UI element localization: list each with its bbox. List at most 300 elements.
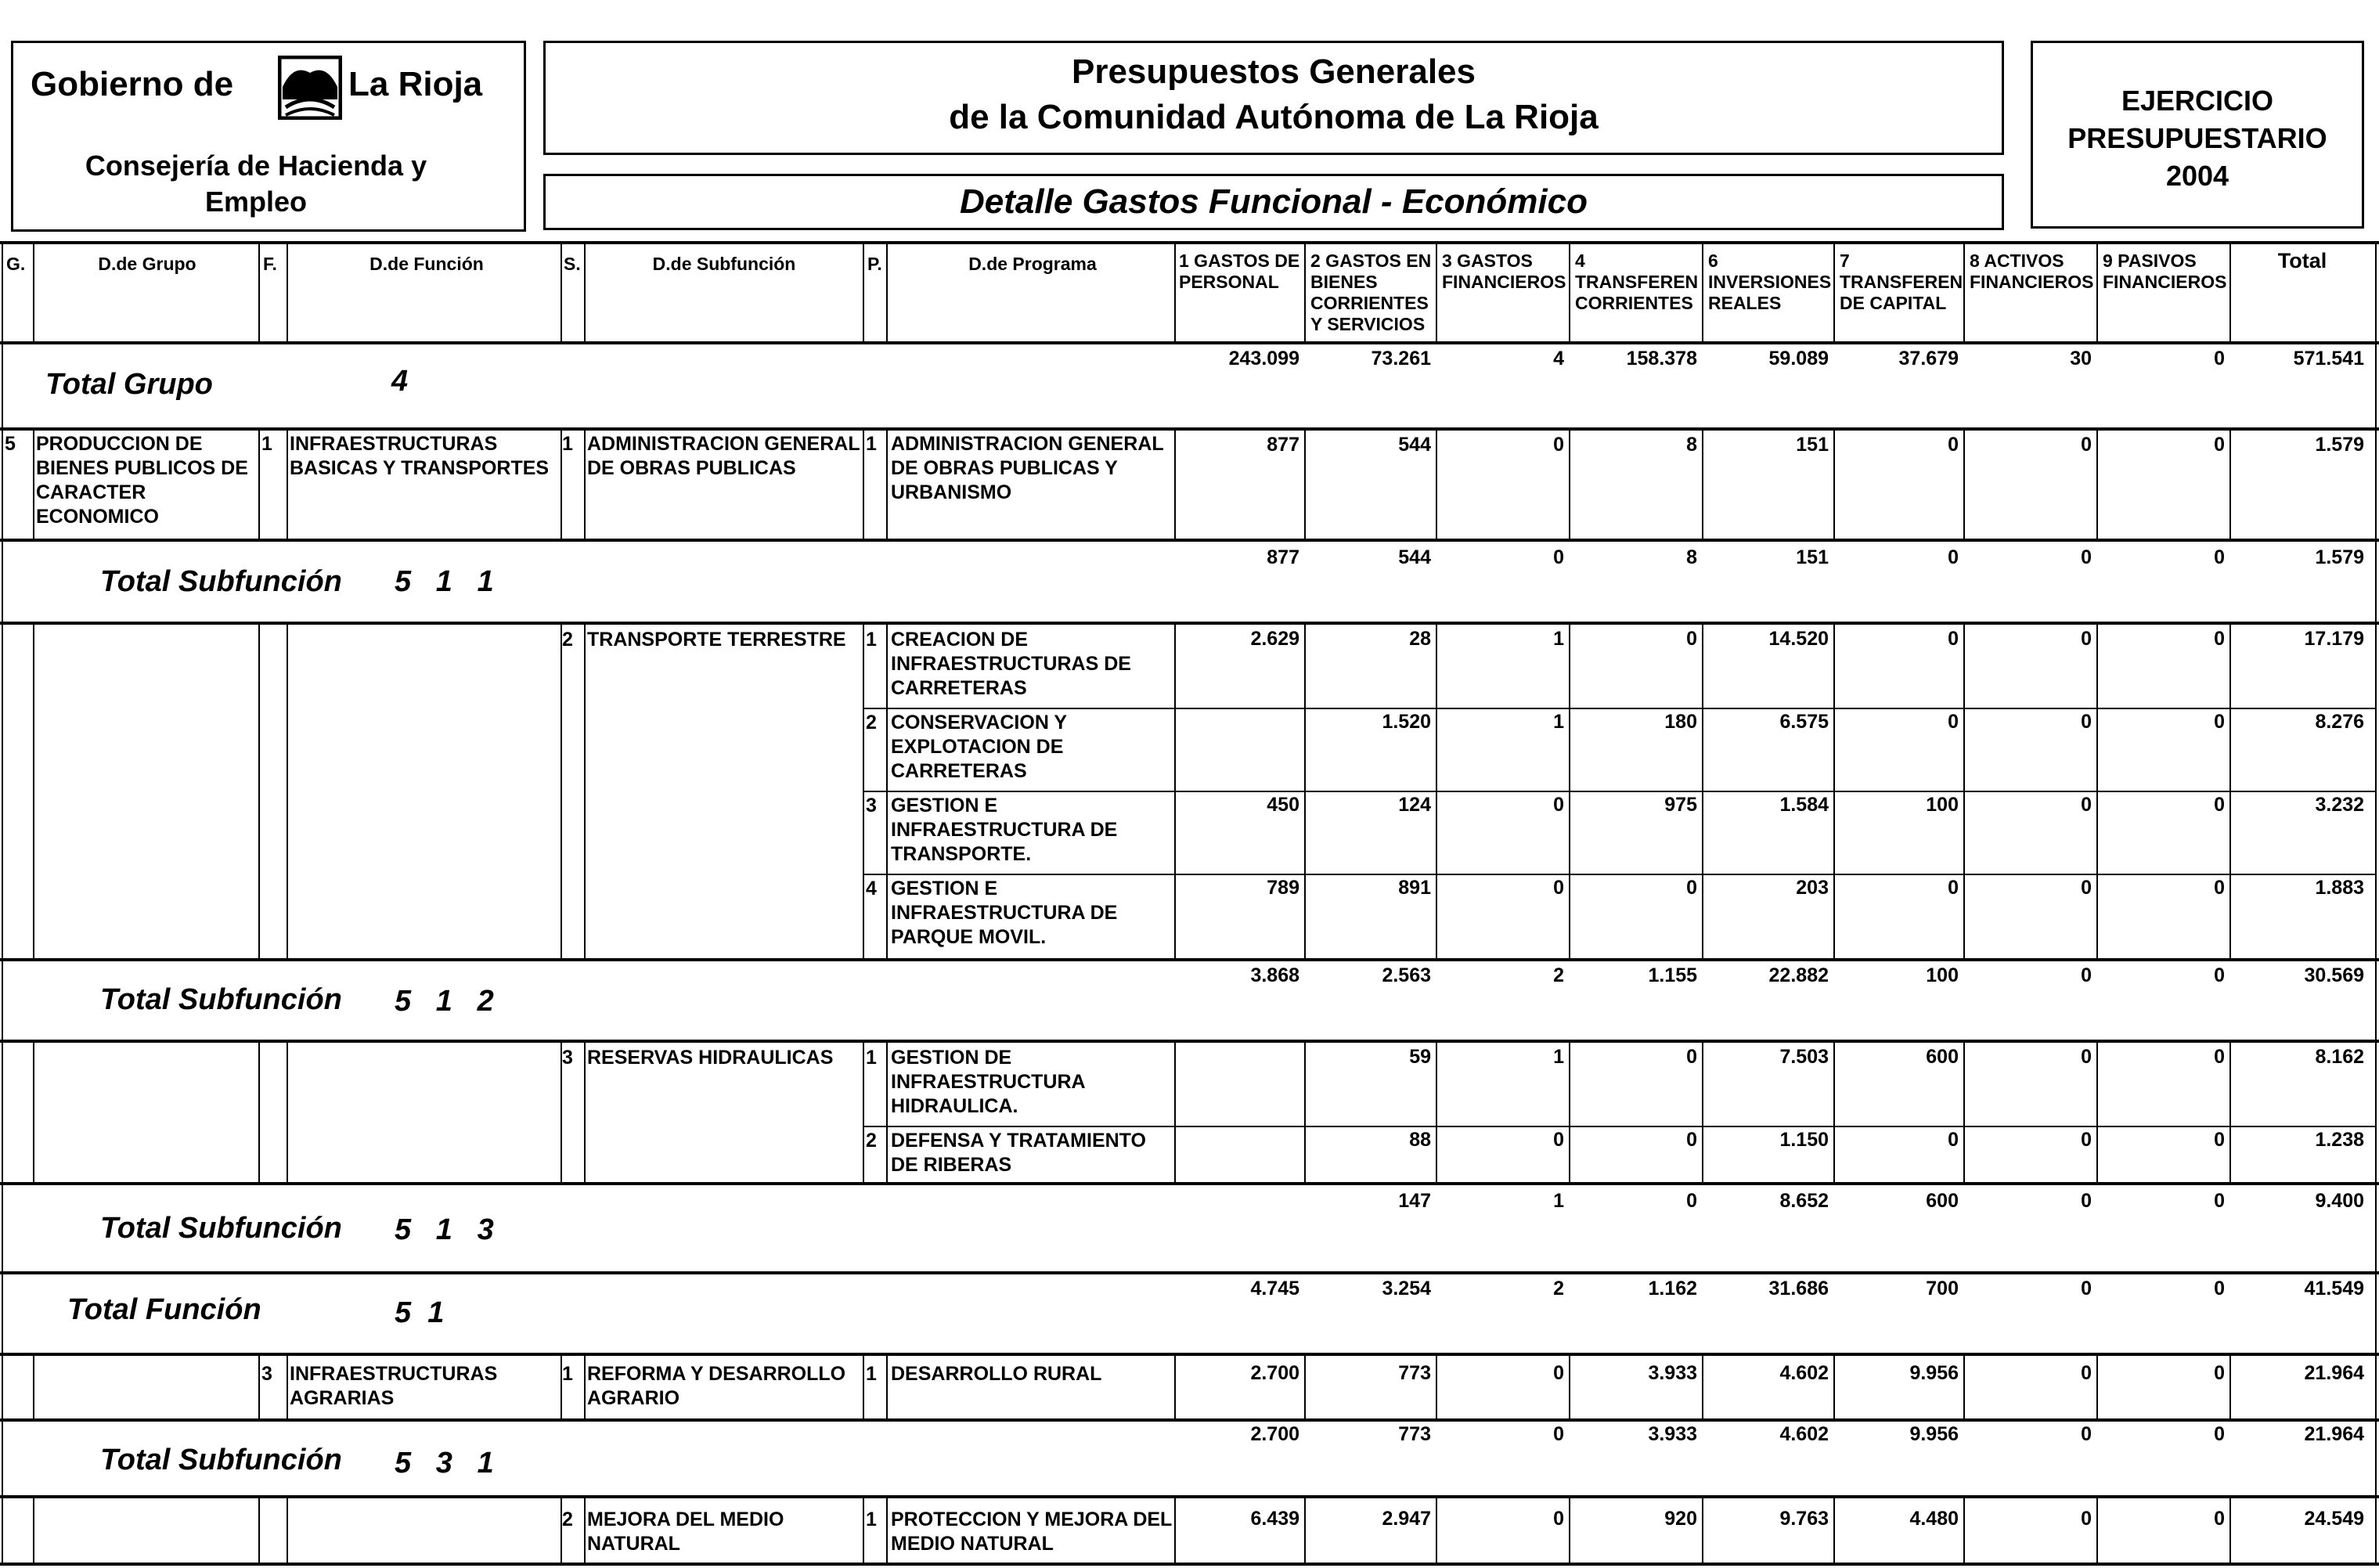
- table-rule: [1436, 427, 1437, 539]
- table-rule: [584, 1495, 586, 1563]
- total-grupo-amount: 4: [1553, 348, 1564, 369]
- table-rule: [258, 622, 260, 958]
- table-rule: [33, 622, 34, 958]
- total-subfuncion-512-code: 5 1 2: [395, 985, 494, 1018]
- programa-name: DEFENSA Y TRATAMIENTO DE RIBERAS: [891, 1130, 1146, 1176]
- table-rule: [33, 427, 34, 539]
- table-rule: [863, 874, 2375, 875]
- prog-512-2-amount: 1: [1553, 711, 1564, 733]
- tot-f51-amount: 1.162: [1648, 1278, 1697, 1299]
- org-name-region: La Rioja: [348, 65, 483, 103]
- prog-531-1-amount: 4.602: [1779, 1362, 1829, 1384]
- table-rule: [1569, 427, 1570, 539]
- organization-box: [11, 41, 526, 232]
- table-rule: [0, 1353, 2379, 1356]
- programa-code: 1: [866, 1509, 877, 1530]
- table-rule: [1833, 427, 1835, 539]
- table-rule: [33, 1495, 34, 1563]
- total-grupo-amount: 571.541: [2293, 348, 2364, 369]
- total-grupo-amount: 30: [2070, 348, 2092, 369]
- total-subfuncion-531-code: 5 3 1: [395, 1447, 494, 1480]
- table-rule: [33, 1353, 34, 1418]
- total-funcion-51-code: 5 1: [395, 1296, 445, 1329]
- col-transferencias-capital: 7 TRANSFEREN DE CAPITAL: [1840, 251, 1963, 313]
- prog-532-1-amount: 0: [2081, 1508, 2092, 1530]
- total-grupo-amount: 37.679: [1898, 348, 1959, 369]
- tot-531-amount: 0: [1553, 1423, 1564, 1445]
- programa-name: GESTION E INFRAESTRUCTURA DE TRANSPORTE.: [891, 795, 1118, 865]
- table-rule: [1304, 1040, 1306, 1182]
- table-rule: [863, 708, 2375, 709]
- prog-512-4-amount: 1.883: [2315, 877, 2364, 899]
- prog-531-1-amount: 0: [2081, 1362, 2092, 1384]
- tot-f51-amount: 700: [1926, 1278, 1959, 1299]
- table-rule: [0, 427, 2379, 431]
- presupuestario-label: PRESUPUESTARIO: [2067, 122, 2327, 154]
- prog-511-1-amount: 8: [1686, 434, 1697, 456]
- tot-513-amount: 0: [2214, 1190, 2225, 1212]
- col-p: P.: [867, 254, 882, 274]
- subfuncion-name: MEJORA DEL MEDIO NATURAL: [587, 1509, 784, 1555]
- col-f: F.: [263, 254, 277, 274]
- fiscal-year-box: [2031, 41, 2364, 229]
- prog-531-1-amount: 21.964: [2304, 1362, 2364, 1384]
- table-rule: [1569, 1040, 1570, 1182]
- prog-531-1-amount: 9.956: [1909, 1362, 1959, 1384]
- table-rule: [287, 1495, 288, 1563]
- prog-531-1-amount: 0: [1553, 1362, 1564, 1384]
- tot-512-amount: 0: [2081, 964, 2092, 986]
- prog-513-1-amount: 0: [1686, 1046, 1697, 1068]
- grupo-code: 5: [5, 433, 16, 455]
- prog-532-1-amount: 0: [2214, 1508, 2225, 1530]
- table-rule: [2096, 1040, 2098, 1182]
- table-rule: [1702, 1495, 1703, 1563]
- table-rule: [258, 241, 260, 341]
- prog-512-1-amount: 0: [1948, 628, 1959, 650]
- col-s: S.: [564, 254, 581, 274]
- col-gastos-financieros: 3 GASTOS FINANCIEROS: [1442, 251, 1566, 292]
- table-rule: [1702, 427, 1703, 539]
- prog-513-2-amount: 0: [1948, 1129, 1959, 1151]
- prog-531-1-amount: 3.933: [1648, 1362, 1697, 1384]
- tot-511-amount: 1.579: [2315, 546, 2364, 568]
- table-rule: [886, 427, 888, 539]
- org-name-prefix: Gobierno de: [31, 65, 234, 103]
- tot-512-amount: 100: [1926, 964, 1959, 986]
- programa-code: 3: [866, 795, 877, 816]
- col-d-subfuncion: D.de Subfunción: [652, 254, 796, 274]
- table-rule: [863, 622, 864, 958]
- tot-513-amount: 147: [1398, 1190, 1431, 1212]
- prog-511-1-amount: 877: [1267, 434, 1299, 456]
- col-gastos-personal: 1 GASTOS DE PERSONAL: [1179, 251, 1300, 292]
- table-rule: [863, 1126, 2375, 1127]
- subfuncion-code: 1: [562, 433, 573, 455]
- programa-code: 1: [866, 433, 877, 455]
- prog-531-1-amount: 773: [1398, 1362, 1431, 1384]
- prog-512-4-amount: 0: [1553, 877, 1564, 899]
- programa-code: 1: [866, 629, 877, 651]
- table-rule: [1963, 622, 1965, 958]
- prog-513-1-amount: 0: [2214, 1046, 2225, 1068]
- table-rule: [2229, 427, 2231, 539]
- total-grupo-amount: 73.261: [1371, 348, 1431, 369]
- grupo-name: PRODUCCION DE BIENES PUBLICOS DE CARACTER ECONOMICO: [36, 433, 248, 528]
- table-rule: [0, 341, 2379, 344]
- table-rule: [0, 622, 2379, 625]
- table-rule: [0, 241, 2379, 244]
- table-rule: [1436, 1040, 1437, 1182]
- table-rule: [886, 241, 888, 341]
- prog-511-1-amount: 151: [1796, 434, 1829, 456]
- table-rule: [2096, 622, 2098, 958]
- table-rule: [1304, 241, 1306, 341]
- prog-512-2-amount: 8.276: [2315, 711, 2364, 733]
- tot-511-amount: 0: [2081, 546, 2092, 568]
- prog-512-4-amount: 0: [1948, 877, 1959, 899]
- table-rule: [33, 241, 34, 341]
- prog-513-2-amount: 0: [2081, 1129, 2092, 1151]
- tot-511-amount: 877: [1267, 546, 1299, 568]
- prog-531-1-amount: 2.700: [1250, 1362, 1299, 1384]
- programa-name: ADMINISTRACION GENERAL DE OBRAS PUBLICAS Y URBANISMO: [891, 433, 1164, 503]
- table-rule: [0, 1563, 2379, 1566]
- col-d-programa: D.de Programa: [968, 254, 1097, 274]
- tot-513-amount: 0: [2081, 1190, 2092, 1212]
- prog-513-2-amount: 0: [2214, 1129, 2225, 1151]
- prog-512-1-amount: 2.629: [1250, 628, 1299, 650]
- total-grupo-code: 4: [391, 365, 409, 398]
- prog-513-2-amount: 1.238: [2315, 1129, 2364, 1151]
- table-rule: [584, 241, 586, 341]
- table-rule: [2096, 1495, 2098, 1563]
- tot-f51-amount: 3.254: [1382, 1278, 1431, 1299]
- table-rule: [886, 622, 888, 958]
- prog-511-1-amount: 0: [2081, 434, 2092, 456]
- prog-512-1-amount: 17.179: [2304, 628, 2364, 650]
- table-rule: [0, 539, 2379, 542]
- col-bienes-corrientes: 2 GASTOS EN BIENES CORRIENTES Y SERVICIOS: [1310, 251, 1432, 334]
- programa-code: 2: [866, 712, 877, 734]
- table-rule: [1702, 1353, 1703, 1418]
- tot-531-amount: 2.700: [1250, 1423, 1299, 1445]
- programa-name: GESTION DE INFRAESTRUCTURA HIDRAULICA.: [891, 1047, 1085, 1117]
- table-rule: [561, 622, 562, 958]
- tot-512-amount: 0: [2214, 964, 2225, 986]
- tot-531-amount: 3.933: [1648, 1423, 1697, 1445]
- prog-512-3-amount: 3.232: [2315, 794, 2364, 816]
- la-rioja-logo-icon: [278, 56, 342, 120]
- table-rule: [1436, 622, 1437, 958]
- table-rule: [584, 622, 586, 958]
- table-rule: [287, 1040, 288, 1182]
- table-rule: [1436, 241, 1437, 341]
- prog-531-1-amount: 0: [2214, 1362, 2225, 1384]
- document-subtitle: Detalle Gastos Funcional - Económico: [960, 182, 1588, 221]
- prog-513-2-amount: 1.150: [1779, 1129, 1829, 1151]
- tot-511-amount: 0: [1553, 546, 1564, 568]
- tot-512-amount: 1.155: [1648, 964, 1697, 986]
- table-rule: [1833, 1495, 1835, 1563]
- total-grupo-amount: 158.378: [1626, 348, 1697, 369]
- title-line-1: Presupuestos Generales: [1071, 52, 1476, 91]
- funcion-code: 3: [261, 1363, 272, 1385]
- subfuncion-code: 1: [562, 1363, 573, 1385]
- table-rule: [2229, 1040, 2231, 1182]
- tot-511-amount: 544: [1398, 546, 1431, 568]
- total-grupo-amount: 59.089: [1768, 348, 1829, 369]
- tot-f51-amount: 2: [1553, 1278, 1564, 1299]
- tot-f51-amount: 31.686: [1768, 1278, 1829, 1299]
- tot-513-amount: 600: [1926, 1190, 1959, 1212]
- table-rule: [2096, 1353, 2098, 1418]
- prog-512-4-amount: 0: [1686, 877, 1697, 899]
- prog-532-1-amount: 4.480: [1909, 1508, 1959, 1530]
- funcion-code: 1: [261, 433, 272, 455]
- table-rule: [1569, 241, 1570, 341]
- prog-513-1-amount: 1: [1553, 1046, 1564, 1068]
- tot-513-amount: 9.400: [2315, 1190, 2364, 1212]
- prog-513-1-amount: 0: [2081, 1046, 2092, 1068]
- table-rule: [1963, 1495, 1965, 1563]
- table-rule: [1833, 1353, 1835, 1418]
- tot-531-amount: 773: [1398, 1423, 1431, 1445]
- prog-512-1-amount: 0: [2081, 628, 2092, 650]
- tot-512-amount: 3.868: [1250, 964, 1299, 986]
- table-rule: [0, 1182, 2379, 1185]
- programa-name: PROTECCION Y MEJORA DEL MEDIO NATURAL: [891, 1509, 1172, 1555]
- table-rule: [287, 1353, 288, 1418]
- total-subfuncion-513-code: 5 1 3: [395, 1213, 494, 1246]
- tot-513-amount: 1: [1553, 1190, 1564, 1212]
- col-d-grupo: D.de Grupo: [98, 254, 196, 274]
- total-grupo-amount: 243.099: [1228, 348, 1299, 369]
- table-rule: [2229, 1353, 2231, 1418]
- programa-code: 2: [866, 1130, 877, 1152]
- funcion-name: INFRAESTRUCTURAS AGRARIAS: [290, 1363, 498, 1409]
- prog-532-1-amount: 6.439: [1250, 1508, 1299, 1530]
- table-rule: [258, 1495, 260, 1563]
- programa-name: CONSERVACION Y EXPLOTACION DE CARRETERAS: [891, 712, 1067, 782]
- table-rule: [0, 1495, 2379, 1498]
- programa-name: DESARROLLO RURAL: [891, 1363, 1102, 1385]
- table-rule: [1436, 1353, 1437, 1418]
- prog-512-1-amount: 1: [1553, 628, 1564, 650]
- table-rule: [1304, 622, 1306, 958]
- col-transferencias-corrientes: 4 TRANSFEREN CORRIENTES: [1575, 251, 1699, 313]
- total-grupo-label: Total Grupo: [45, 368, 213, 401]
- prog-512-4-amount: 789: [1267, 877, 1299, 899]
- prog-513-1-amount: 600: [1926, 1046, 1959, 1068]
- subfuncion-code: 2: [562, 1509, 573, 1530]
- table-rule: [863, 241, 864, 341]
- subfuncion-name: RESERVAS HIDRAULICAS: [587, 1047, 834, 1069]
- table-rule: [1963, 1353, 1965, 1418]
- total-subfuncion-512-label: Total Subfunción: [100, 983, 342, 1016]
- prog-512-1-amount: 0: [1686, 628, 1697, 650]
- subfuncion-name: REFORMA Y DESARROLLO AGRARIO: [587, 1363, 846, 1409]
- fiscal-year: 2004: [2165, 160, 2229, 192]
- table-rule: [258, 1040, 260, 1182]
- prog-532-1-amount: 920: [1664, 1508, 1697, 1530]
- table-rule: [584, 427, 586, 539]
- tot-512-amount: 2: [1553, 964, 1564, 986]
- table-rule: [584, 1040, 586, 1182]
- subfuncion-code: 2: [562, 629, 573, 651]
- prog-512-3-amount: 100: [1926, 794, 1959, 816]
- tot-512-amount: 22.882: [1768, 964, 1829, 986]
- tot-f51-amount: 41.549: [2304, 1278, 2364, 1299]
- col-total: Total: [2277, 249, 2327, 272]
- prog-512-3-amount: 975: [1664, 794, 1697, 816]
- tot-531-amount: 0: [2081, 1423, 2092, 1445]
- col-g: G.: [6, 254, 26, 274]
- subfuncion-name: TRANSPORTE TERRESTRE: [587, 629, 846, 651]
- prog-512-2-amount: 1.520: [1382, 711, 1431, 733]
- total-grupo-amount: 0: [2214, 348, 2225, 369]
- tot-513-amount: 8.652: [1779, 1190, 1829, 1212]
- prog-512-3-amount: 1.584: [1779, 794, 1829, 816]
- table-rule: [1569, 1495, 1570, 1563]
- tot-531-amount: 0: [2214, 1423, 2225, 1445]
- col-pasivos-financieros: 9 PASIVOS FINANCIEROS: [2103, 251, 2227, 292]
- table-rule: [886, 1495, 888, 1563]
- total-subfuncion-511-code: 5 1 1: [395, 565, 494, 598]
- title-line-2: de la Comunidad Autónoma de La Rioja: [949, 98, 1599, 136]
- prog-513-2-amount: 88: [1409, 1129, 1431, 1151]
- table-rule: [2229, 1495, 2231, 1563]
- tot-f51-amount: 4.745: [1250, 1278, 1299, 1299]
- prog-512-4-amount: 203: [1796, 877, 1829, 899]
- tot-531-amount: 4.602: [1779, 1423, 1829, 1445]
- table-rule: [2375, 241, 2377, 1566]
- table-rule: [1436, 1495, 1437, 1563]
- col-activos-financieros: 8 ACTIVOS FINANCIEROS: [1970, 251, 2094, 292]
- total-subfuncion-531-label: Total Subfunción: [100, 1444, 342, 1476]
- prog-512-4-amount: 0: [2081, 877, 2092, 899]
- table-rule: [1833, 622, 1835, 958]
- table-rule: [1304, 1495, 1306, 1563]
- tot-512-amount: 30.569: [2304, 964, 2364, 986]
- table-rule: [2229, 622, 2231, 958]
- prog-513-2-amount: 0: [1553, 1129, 1564, 1151]
- prog-511-1-amount: 0: [2214, 434, 2225, 456]
- document-title-box: [543, 41, 2004, 155]
- prog-512-1-amount: 14.520: [1768, 628, 1829, 650]
- tot-511-amount: 0: [2214, 546, 2225, 568]
- prog-512-1-amount: 28: [1409, 628, 1431, 650]
- prog-512-3-amount: 0: [2214, 794, 2225, 816]
- prog-511-1-amount: 544: [1398, 434, 1431, 456]
- tot-513-amount: 0: [1686, 1190, 1697, 1212]
- subfuncion-code: 3: [562, 1047, 573, 1069]
- tot-511-amount: 151: [1796, 546, 1829, 568]
- prog-512-2-amount: 0: [1948, 711, 1959, 733]
- total-subfuncion-511-label: Total Subfunción: [100, 565, 342, 598]
- table-rule: [886, 1040, 888, 1182]
- prog-532-1-amount: 0: [1553, 1508, 1564, 1530]
- col-d-funcion: D.de Función: [369, 254, 484, 274]
- prog-532-1-amount: 24.549: [2304, 1508, 2364, 1530]
- table-rule: [0, 1418, 2379, 1422]
- prog-512-3-amount: 0: [2081, 794, 2092, 816]
- table-rule: [0, 1271, 2379, 1274]
- ejercicio-label: EJERCICIO: [2121, 85, 2274, 117]
- table-rule: [1833, 1040, 1835, 1182]
- prog-512-4-amount: 0: [2214, 877, 2225, 899]
- prog-512-3-amount: 124: [1398, 794, 1431, 816]
- tot-511-amount: 0: [1948, 546, 1959, 568]
- table-rule: [1702, 1040, 1703, 1182]
- table-rule: [1304, 1353, 1306, 1418]
- subfuncion-name: ADMINISTRACION GENERAL DE OBRAS PUBLICAS: [587, 433, 860, 479]
- prog-511-1-amount: 0: [1553, 434, 1564, 456]
- prog-511-1-amount: 1.579: [2315, 434, 2364, 456]
- funcion-name: INFRAESTRUCTURAS BASICAS Y TRANSPORTES: [290, 433, 550, 479]
- programa-code: 4: [866, 878, 877, 899]
- programa-name: GESTION E INFRAESTRUCTURA DE PARQUE MOVIL.: [891, 878, 1118, 948]
- table-rule: [1963, 1040, 1965, 1182]
- table-rule: [287, 622, 288, 958]
- prog-513-1-amount: 8.162: [2315, 1046, 2364, 1068]
- tot-531-amount: 9.956: [1909, 1423, 1959, 1445]
- prog-512-2-amount: 6.575: [1779, 711, 1829, 733]
- table-rule: [2096, 427, 2098, 539]
- subtitle-box: [543, 174, 2004, 230]
- prog-512-2-amount: 0: [2081, 711, 2092, 733]
- prog-513-2-amount: 0: [1686, 1129, 1697, 1151]
- total-funcion-51-label: Total Función: [67, 1293, 261, 1326]
- prog-513-1-amount: 7.503: [1779, 1046, 1829, 1068]
- prog-512-3-amount: 450: [1267, 794, 1299, 816]
- programa-code: 1: [866, 1363, 877, 1385]
- prog-513-1-amount: 59: [1409, 1046, 1431, 1068]
- tot-f51-amount: 0: [2081, 1278, 2092, 1299]
- table-rule: [33, 1040, 34, 1182]
- table-rule: [287, 241, 288, 341]
- prog-532-1-amount: 2.947: [1382, 1508, 1431, 1530]
- table-rule: [258, 1353, 260, 1418]
- table-rule: [0, 1040, 2379, 1043]
- prog-512-2-amount: 0: [2214, 711, 2225, 733]
- table-rule: [1569, 622, 1570, 958]
- table-rule: [287, 427, 288, 539]
- tot-511-amount: 8: [1686, 546, 1697, 568]
- tot-512-amount: 2.563: [1382, 964, 1431, 986]
- tot-f51-amount: 0: [2214, 1278, 2225, 1299]
- total-subfuncion-513-label: Total Subfunción: [100, 1212, 342, 1245]
- programa-code: 1: [866, 1047, 877, 1069]
- table-rule: [1963, 427, 1965, 539]
- table-rule: [584, 1353, 586, 1418]
- table-rule: [2, 241, 3, 1566]
- tot-531-amount: 21.964: [2304, 1423, 2364, 1445]
- prog-512-3-amount: 0: [1553, 794, 1564, 816]
- consejeria-label: Consejería de Hacienda y Empleo: [85, 150, 427, 218]
- col-inversiones-reales: 6 INVERSIONES REALES: [1708, 251, 1832, 313]
- prog-512-2-amount: 180: [1664, 711, 1697, 733]
- prog-532-1-amount: 9.763: [1779, 1508, 1829, 1530]
- table-rule: [1569, 1353, 1570, 1418]
- table-rule: [0, 958, 2379, 961]
- table-rule: [863, 791, 2375, 792]
- table-rule: [1304, 427, 1306, 539]
- prog-511-1-amount: 0: [1948, 434, 1959, 456]
- prog-512-4-amount: 891: [1398, 877, 1431, 899]
- programa-name: CREACION DE INFRAESTRUCTURAS DE CARRETERAS: [891, 629, 1131, 699]
- prog-512-1-amount: 0: [2214, 628, 2225, 650]
